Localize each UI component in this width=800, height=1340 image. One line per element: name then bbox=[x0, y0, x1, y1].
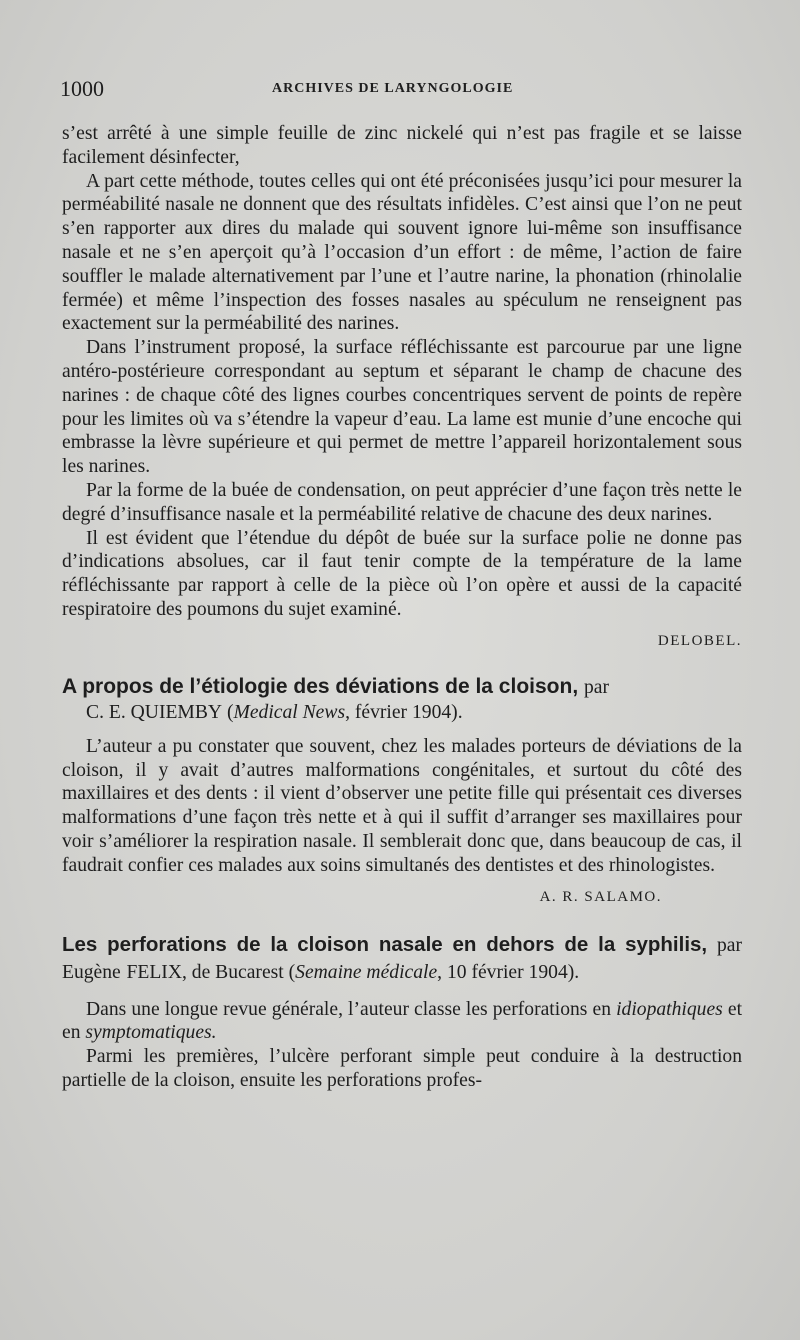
article-3-source-journal: Semaine médicale bbox=[295, 961, 438, 983]
running-header bbox=[60, 76, 744, 106]
paragraph-3: Dans l’instrument proposé, la surface réfléchissante est parcourue par une ligne antéro-postérieure correspondant au septum et séparant le champ de chacune des narines : de chaque côté des lignes courbes concentriques servent de points de repère pour les limites où va s’étendre la vapeur d’eau. La lame est munie d’une encoche qui embrasse la lèvre supérieure et qui permet de mettre l’appareil horizontalement sous les narines. bbox=[62, 337, 742, 478]
article-2-paragraph: L’auteur a pu constater que souvent, chez les malades porteurs de déviations de la cloison, il y avait d’autres malformations congénitales, et surtout du côté des maxillaires et des dents : il vient d’observer une petite fille qui présentait ces diverses malformations d’une façon très nette et à qui il suffit d’arranger ses maxillaires pour voir s’améliorer la respiration nasale. Il semblerait donc que, dans beaucoup de cas, il faudrait confier ces malades aux soins simultanés des dentistes et des rhinologistes. bbox=[62, 735, 742, 876]
source-date: , février 1904). bbox=[345, 701, 463, 723]
paragraph-2: A part cette méthode, toutes celles qui ont été préconisées jusqu’ici pour mesurer la perméabilité nasale ne donnent que des résultats infidèles. C’est ainsi que l’on ne peut s’en rapporter aux dires du malade qui souvent ignore lui-même son insuffisance nasale et ne s’en aperçoit qu’à l’occasion d’un effort : de même, l’action de faire souffler le malade alternativement par l’une et l’autre narine, la phonation (rhinolalie fermée) et même l’inspection des fosses nasales au spéculum ne renseignent pas exactement sur la perméabilité des narines. bbox=[62, 170, 742, 335]
paragraph-5: Il est évident que l’étendue du dépôt de buée sur la surface polie ne donne pas d’indications absolues, car il faut tenir compte de la température de la lame réfléchissante par rapport à celle de la pièce où l’on opère et aussi de la capacité respiratoire des poumons du sujet examiné. bbox=[62, 527, 742, 620]
article-3-p1-em2: symptomatiques. bbox=[85, 1022, 217, 1044]
page-number: 1000 bbox=[60, 76, 104, 101]
article-3-p1-start: Dans une longue revue générale, l’auteur classe les perforations en bbox=[86, 998, 611, 1020]
paragraph-4: Par la forme de la buée de condensation, on peut apprécier d’une façon très nette le degré d’insuffisance nasale et la perméabilité relative de chacune des deux narines. bbox=[62, 479, 742, 525]
article-1 bbox=[62, 122, 742, 650]
article-2-title-par: par bbox=[584, 676, 610, 698]
article-3-source-date: , 10 février 1904). bbox=[437, 961, 580, 983]
article-2-title-text: A propos de l’étiologie des déviations de la cloison, bbox=[62, 674, 579, 698]
article-2-title bbox=[62, 674, 742, 701]
source-journal: Medical News bbox=[233, 701, 346, 723]
running-title: ARCHIVES DE LARYNGOLOGIE bbox=[272, 81, 514, 96]
article-3 bbox=[62, 932, 742, 1093]
page-body bbox=[62, 122, 742, 1093]
article-3-title-text: Les perforations de la cloison nasale en dehors de la syphilis, bbox=[62, 932, 708, 956]
author-name: QUIEMBY bbox=[130, 701, 223, 723]
signature-salamo: A. R. SALAMO. bbox=[539, 888, 662, 905]
paragraph-1: s’est arrêté à une simple feuille de zinc nickelé qui n’est pas fragile et se laisse facilement désinfecter, bbox=[62, 123, 742, 168]
signature-delobel: DELOBEL. bbox=[657, 632, 742, 649]
author-initials: C. E. bbox=[86, 701, 126, 723]
article-3-p1-em1: idiopathiques bbox=[616, 998, 723, 1020]
article-3-title bbox=[62, 932, 742, 986]
article-3-byline: par Eugène bbox=[62, 934, 742, 983]
article-3-paragraph-1 bbox=[62, 998, 742, 1046]
article-2 bbox=[62, 674, 742, 906]
article-2-byline bbox=[62, 701, 742, 725]
source-open: ( bbox=[226, 701, 234, 723]
article-3-p1-mid: et en bbox=[62, 998, 743, 1044]
article-3-author-name: FELIX bbox=[126, 961, 182, 983]
article-3-byline-after: , de Bucarest ( bbox=[181, 961, 296, 983]
article-3-paragraph-2: Parmi les premières, l’ulcère perforant simple peut conduire à la destruction partielle de la cloison, ensuite les perforations profes- bbox=[62, 1046, 742, 1091]
